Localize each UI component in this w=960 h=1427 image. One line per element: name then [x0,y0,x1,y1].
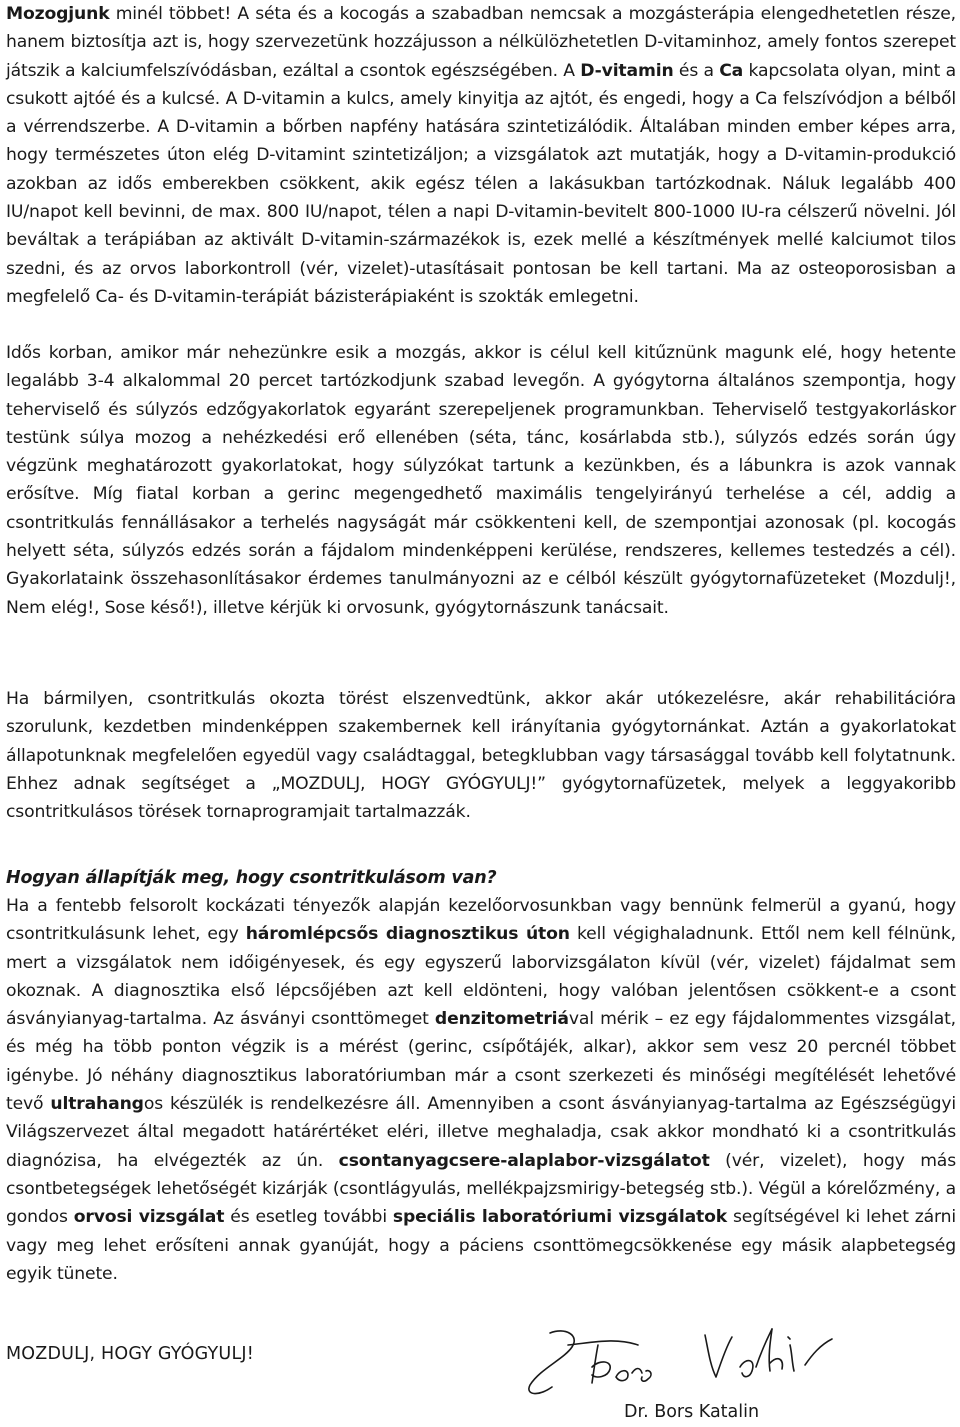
bold-term: orvosi vizsgálat [73,1207,225,1228]
bold-term: Ca [719,60,744,81]
text-run: Ha a fentebb felsorolt kockázati tényezők alapján kezelőorvosunkban vagy bennünk felmerül a gyanú, hogy csontritkulásunk lehet, egy [6,896,956,945]
section-heading: Hogyan állapítják meg, hogy csontritkulásom van? [6,868,497,888]
text-run: minél többet! A séta és a kocogás a szabadban nemcsak a mozgásterápia elengedhetetlen része, hanem biztosítja azt is, hogy szervezetünk hozzájusson a nélkülözhetetlen D-vitaminhoz, amely fontos szerepet játszik a kalciumfelszívódásban, ezáltal a csontok egészségében. A [6,4,956,81]
text-run: os készülék is rendelkezésre áll. Amennyiben a csont ásványianyag-tartalma az Egészségügyi Világszervezet által megadott határértéket eléri, illetve meghaladja, csak akkor mondható ki a csontritkulás diagnózisa, ha elvégezték az ún. [6,1094,956,1171]
bold-term: ultrahang [50,1094,144,1115]
bold-term: Mozogjunk [6,4,110,24]
bold-term: speciális laboratóriumi vizsgálatok [392,1207,728,1228]
signature-name: Dr. Bors Katalin [624,1402,760,1422]
paragraph-vitamin-d [6,0,956,311]
text-run: segítségével ki lehet zárni vagy meg lehet erősíteni annak gyanúját, hogy a páciens csonttömegcsökkenése egy másik alapbetegség egyik tünete. [6,1207,956,1284]
text-run: kapcsolata olyan, mint a csukott ajtóé és a kulcsé. A D-vitamin a kulcs, amely kinyitja az ajtót, és engedi, hogy a Ca felszívódjon a bélből a vérrendszerbe. A D-vitamin a bőrben napfény hatására szintetizálódik. Általában minden ember képes arra, hogy természetes úton elég D-vitamint szintetizáljon; a vizsgálatok azt mutatják, hogy a D-vitamin-produkció azokban az idős emberekben csökkent, akik egész télen a lakásukban tartózkodnak. Náluk legalább 400 IU/napot kell bevinni, de max. 800 IU/napot, télen a napi D-vitamin-bevitelt 800-1000 IU-ra célszerű növelni. Jól beváltak a terápiában az aktivált D-vitamin-származékok is, ezek mellé a készítmények mellé kalciumot tilos szedni, és az orvos laborkontroll (vér, vizelet)-utasításait pontosan be kell tartani. Ma az osteoporosisban a megfelelő Ca- és D-vitamin-terápiát bázisterápiaként is szokták emlegetni. [6,60,956,307]
bold-term: D-vitamin [580,60,674,81]
text-run: Ha bármilyen, csontritkulás okozta törést elszenvedtünk, akkor akár utókezelésre, akár rehabilitációra szorulunk, kezdetben mindenképpen szakembernek kell irányítania gyógytornánkat. Aztán a gyakorlatokat állapotunknak megfelelően egyedül vagy családtaggal, betegklubban vagy társasággal tovább kell folytatnunk. Ehhez adnak segítséget a „MOZDULJ, HOGY GYÓGYULJ!” gyógytornafüzetek, melyek a leggyakoribb csontritkulásos törések tornaprogramjait tartalmazzák. [6,689,956,823]
text-run: és esetleg további [224,1207,393,1228]
bold-term: denzitometriá [434,1009,569,1030]
text-run: Idős korban, amikor már nehezünkre esik a mozgás, akkor is célul kell kitűznünk magunk elé, hogy hetente legalább 3-4 alkalommal 20 percet tartózkodjunk szabad levegőn. A gyógytorna általános szempontja, hogy teherviselő és súlyzós edzőgyakorlatok egyaránt szerepeljenek programunkban. Teherviselő testgyakorláskor testünk súlya mozog a nehézkedési erő ellenében (séta, tánc, kosárlabda stb.), súlyzós edzés során úgy végzünk meghatározott gyakorlatokat, hogy súlyzókat tartunk a kezünkben, és a lábunkra is azok vannak erősítve. Míg fiatal korban a gerinc megengedhető maximális tengelyirányú terhelése a cél, addig a csontritkulás fennállásakor a terhelés nagyságát már csökkenteni kell, de szempontjai azonosak (pl. kocogás helyett séta, súlyzós edzés során a fájdalom mindenképpeni kerülése, rendszeres, kellemes testedzés a cél). Gyakorlataink összehasonlításakor érdemes tanulmányozni az e célból készült gyógytornafüzeteket (Mozdulj!, Nem elég!, Sose késő!), illetve kérjük ki orvosunk, gyógytornászunk tanácsait. [6,343,956,618]
text-run: val mérik – ez egy fájdalommentes vizsgálat, és még ha több ponton végzik is a mérést (gerinc, csípőtájék, alkar), akkor sem vesz 20 percnél többet igénybe. Jó néhány diagnosztikus laboratóriumban már a csont szerkezeti és minőségi megítélését lehetővé tevő [6,1009,956,1115]
paragraph-rehabilitation [6,685,956,826]
footer-motto: MOZDULJ, HOGY GYÓGYULJ! [6,1344,254,1364]
bold-term: csontanyagcsere-alaplabor-vizsgálatot [338,1150,710,1171]
text-run: kell végighaladnunk. Ettől nem kell félnünk, mert a vizsgálatok nem időigényesek, és egy egyszerű laborvizsgálaton kívül (vér, vizelet) fájdalmat sem okoznak. A diagnosztika első lépcsőjében azt kell eldönteni, hogy valóban jelentősen csökkent-e a csont ásványianyag-tartalma. Az ásványi csonttömeget [6,924,956,1030]
handwritten-signature [520,1325,850,1403]
paragraph-diagnosis [6,892,956,1288]
text-run: és a [673,60,720,81]
bold-term: háromlépcsős diagnosztikus úton [245,924,570,945]
text-run: (vér, vizelet), hogy más csontbetegségek lehetőségét kizárják (csontlágyulás, mellékpajzsmirigy-betegség stb.). Végül a kórelőzmény, a gondos [6,1150,956,1228]
paragraph-exercise [6,339,956,622]
